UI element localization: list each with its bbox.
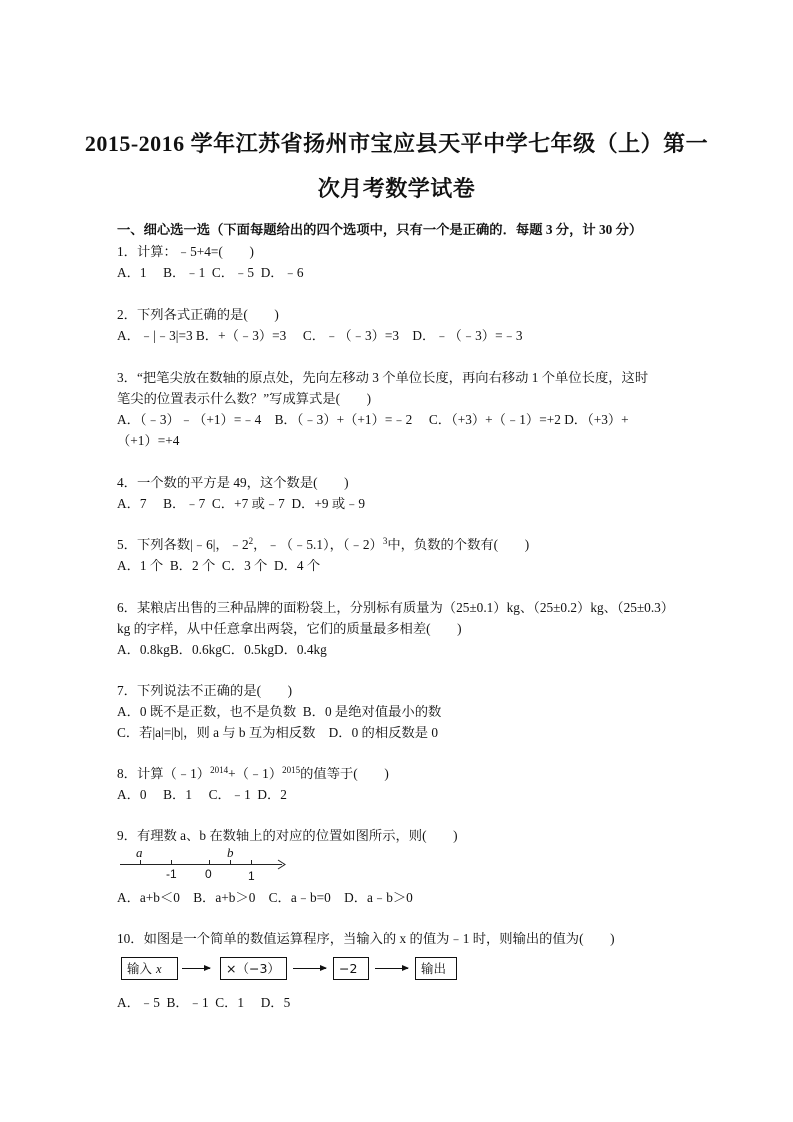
exam-title-line2: 次月考数学试卷 xyxy=(317,176,476,201)
flow-arrow-2 xyxy=(293,968,326,969)
label-minus-1: -1 xyxy=(166,867,177,881)
question-2-stem: 2．下列各式正确的是( ) xyxy=(117,307,279,322)
question-6-stem-line2: kg 的字样，从中任意拿出两袋，它们的质量最多相差( ) xyxy=(117,621,462,636)
question-10-stem: 10．如图是一个简单的数值运算程序，当输入的 x 的值为﹣1 时，则输出的值为( ) xyxy=(117,931,615,946)
number-line-figure xyxy=(117,845,297,885)
question-6-stem-line1: 6．某粮店出售的三种品牌的面粉袋上，分别标有质量为（25±0.1）kg、（25±0.2）kg、（25±0.3） xyxy=(117,600,675,615)
label-a: a xyxy=(136,845,143,860)
flow-arrow-1 xyxy=(182,968,210,969)
question-4-options: A．7 B．﹣7 C．+7 或﹣7 D．+9 或﹣9 xyxy=(117,496,366,511)
question-4-stem: 4．一个数的平方是 49，这个数是( ) xyxy=(117,475,349,490)
number-line-axis xyxy=(120,864,282,865)
question-7-options-line1: A．0 既不是正数，也不是负数 B．0 是绝对值最小的数 xyxy=(117,704,442,719)
flow-box-output: 输出 xyxy=(415,957,457,980)
question-1-options: A．1 B．﹣1 C．﹣5 D．﹣6 xyxy=(117,265,304,280)
question-3-options-line1: A．（﹣3）﹣（+1）=﹣4 B．（﹣3）+（+1）=﹣2 C．（+3）+（﹣1）=+2 D．（+3）+ xyxy=(117,412,629,427)
flow-box-input: 输入 x xyxy=(121,957,178,980)
question-8-options: A．0 B．1 C．﹣1 D．2 xyxy=(117,787,287,802)
tick-minus-1 xyxy=(171,860,172,865)
question-3-stem-line1: 3．“把笔尖放在数轴的原点处，先向左移动 3 个单位长度，再向右移动 1 个单位长度，这时 xyxy=(117,370,649,385)
flow-box-subtract: −2 xyxy=(333,957,369,980)
question-7-stem: 7．下列说法不正确的是( ) xyxy=(117,683,293,698)
exam-title-line1: 2015-2016 学年江苏省扬州市宝应县天平中学七年级（上）第一 xyxy=(84,131,709,156)
question-8-stem: 8．计算（﹣1）$^{2014}$+（﹣1）$^{2015}$的值等于( ) xyxy=(117,765,389,781)
section-heading: 一、细心选一选（下面每题给出的四个选项中，只有一个是正确的．每题 3 分，计 30 分） xyxy=(117,222,643,237)
question-5-stem: 5．下列各数|﹣6|，$﹣2^2$，﹣（﹣5.1），（﹣2）$^3$中，负数的个数有( ) xyxy=(117,536,530,552)
arrow-right-icon xyxy=(277,859,287,871)
question-3-options-line2: （+1）=+4 xyxy=(117,433,180,448)
label-1: 1 xyxy=(248,869,255,883)
question-1-stem: 1．计算：﹣5+4=( ) xyxy=(117,244,254,259)
flow-arrow-3 xyxy=(375,968,408,969)
question-3-stem-line2: 笔尖的位置表示什么数？”写成算式是( ) xyxy=(117,391,372,406)
question-9-options: A．a+b＜0 B．a+b＞0 C．a﹣b=0 D．a﹣b＞0 xyxy=(117,890,413,905)
flow-box-multiply: ×（−3） xyxy=(220,957,287,980)
tick-1 xyxy=(251,860,252,865)
flowchart xyxy=(0,957,793,983)
label-0: 0 xyxy=(205,867,212,881)
question-2-options: A．﹣|﹣3|=3 B．+（﹣3）=3 C．﹣（﹣3）=3 D．﹣（﹣3）=﹣3 xyxy=(117,328,523,343)
label-b: b xyxy=(227,845,234,860)
question-7-options-line2: C．若|a|=|b|，则 a 与 b 互为相反数 D．0 的相反数是 0 xyxy=(117,725,439,740)
question-5-options: A．1 个 B．2 个 C．3 个 D．4 个 xyxy=(117,558,321,573)
question-6-options: A．0.8kgB．0.6kgC．0.5kgD．0.4kg xyxy=(117,642,327,657)
tick-0 xyxy=(209,860,210,865)
question-9-stem: 9．有理数 a、b 在数轴上的对应的位置如图所示，则( ) xyxy=(117,828,458,843)
question-10-options: A．﹣5 B．﹣1 C．1 D．5 xyxy=(117,995,291,1010)
